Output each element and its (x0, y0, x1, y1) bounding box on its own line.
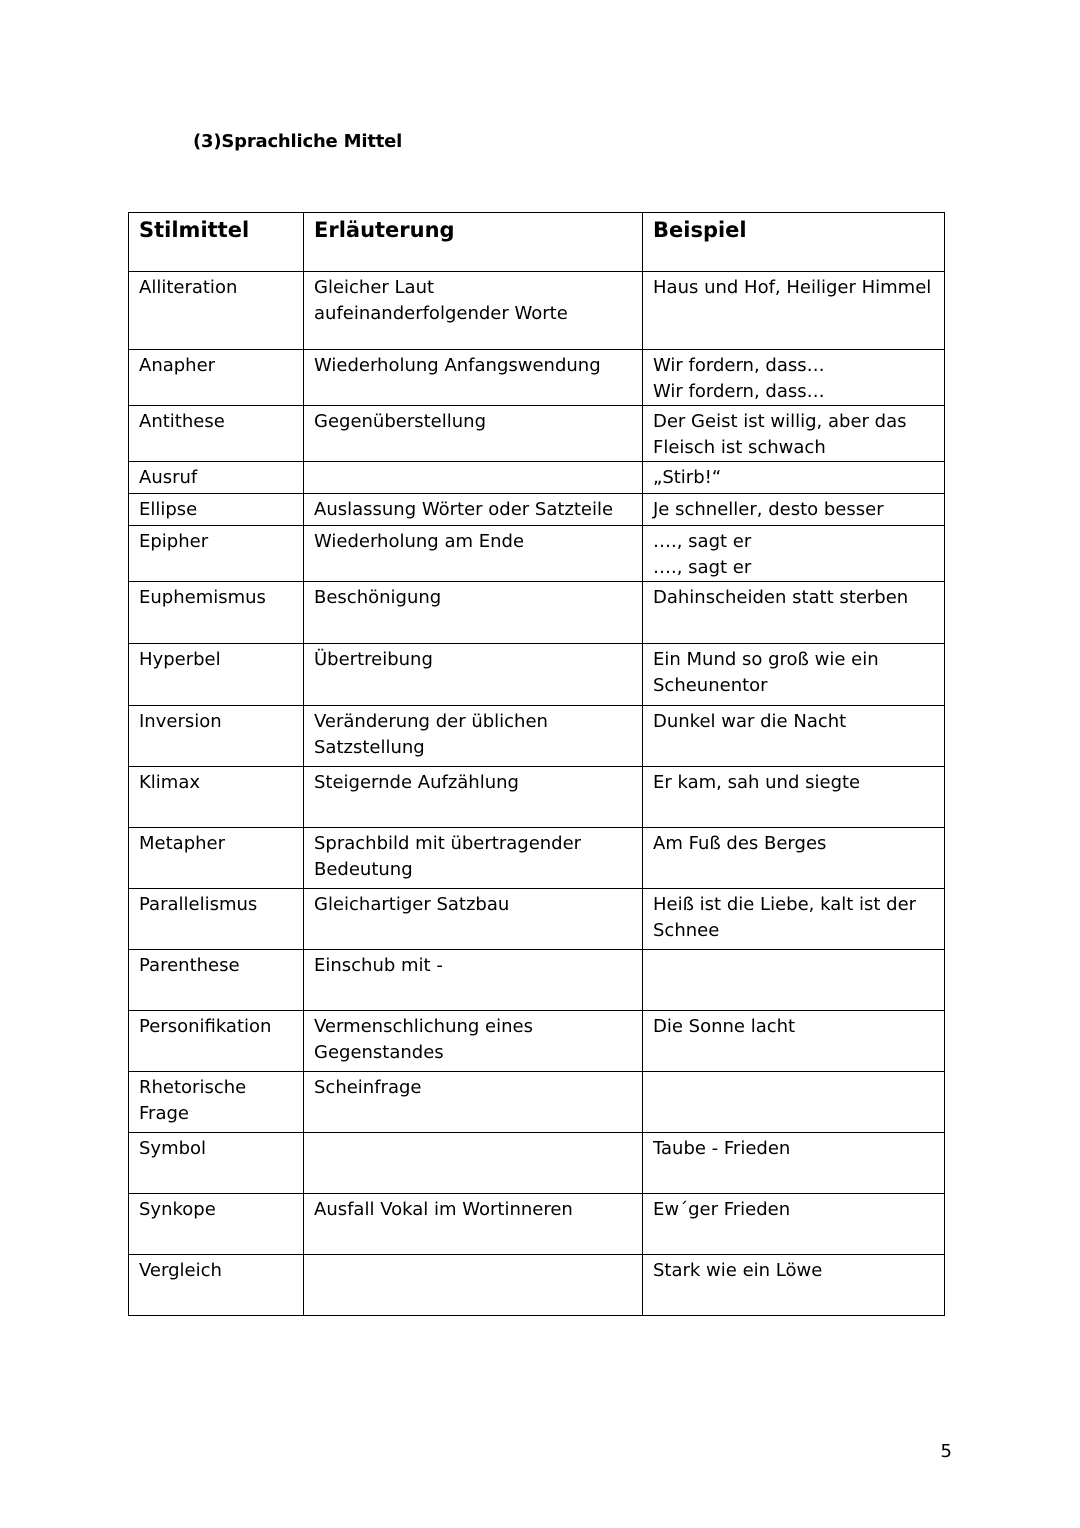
example-cell (643, 950, 945, 1011)
table-row (129, 406, 945, 462)
explanation-cell (304, 1255, 643, 1316)
example-cell: Er kam, sah und siegte (643, 767, 945, 828)
table-row (129, 272, 945, 350)
explanation-cell: Beschönigung (304, 582, 643, 644)
table-row (129, 462, 945, 494)
table-row (129, 706, 945, 767)
example-cell: Dahinscheiden statt sterben (643, 582, 945, 644)
example-cell: Haus und Hof, Heiliger Himmel (643, 272, 945, 350)
table-row (129, 767, 945, 828)
table-row (129, 526, 945, 582)
term-cell: Epipher (129, 526, 304, 582)
section-title: (3)Sprachliche Mittel (193, 131, 403, 152)
explanation-cell: Einschub mit - (304, 950, 643, 1011)
table-row (129, 828, 945, 889)
table-row (129, 1133, 945, 1194)
example-cell: Der Geist ist willig, aber das Fleisch ist schwach (643, 406, 945, 462)
table-row (129, 582, 945, 644)
explanation-cell: Wiederholung Anfangswendung (304, 350, 643, 406)
example-cell: Ew´ger Frieden (643, 1194, 945, 1255)
table-row (129, 1072, 945, 1133)
explanation-cell: Wiederholung am Ende (304, 526, 643, 582)
table-header-row (129, 213, 945, 272)
table-row (129, 1255, 945, 1316)
table-row (129, 1194, 945, 1255)
example-cell (643, 1072, 945, 1133)
example-cell: Am Fuß des Berges (643, 828, 945, 889)
explanation-cell: Vermenschlichung eines Gegenstandes (304, 1011, 643, 1072)
example-cell: Ein Mund so groß wie ein Scheunentor (643, 644, 945, 706)
term-cell: Metapher (129, 828, 304, 889)
table-row (129, 1011, 945, 1072)
explanation-cell (304, 462, 643, 494)
example-cell: Die Sonne lacht (643, 1011, 945, 1072)
example-cell: Stark wie ein Löwe (643, 1255, 945, 1316)
explanation-cell: Steigernde Aufzählung (304, 767, 643, 828)
explanation-cell: Gleichartiger Satzbau (304, 889, 643, 950)
table-row (129, 889, 945, 950)
header-stilmittel: Stilmittel (129, 213, 304, 272)
explanation-cell: Ausfall Vokal im Wortinneren (304, 1194, 643, 1255)
example-cell: Wir fordern, dass… Wir fordern, dass… (643, 350, 945, 406)
stilmittel-table (128, 212, 945, 1316)
explanation-cell (304, 1133, 643, 1194)
example-cell: …., sagt er …., sagt er (643, 526, 945, 582)
table-row (129, 350, 945, 406)
example-cell: Taube - Frieden (643, 1133, 945, 1194)
term-cell: Rhetorische Frage (129, 1072, 304, 1133)
term-cell: Parenthese (129, 950, 304, 1011)
table-row (129, 950, 945, 1011)
explanation-cell: Gegenüberstellung (304, 406, 643, 462)
table-row (129, 644, 945, 706)
term-cell: Hyperbel (129, 644, 304, 706)
term-cell: Parallelismus (129, 889, 304, 950)
term-cell: Antithese (129, 406, 304, 462)
example-cell: Je schneller, desto besser (643, 494, 945, 526)
term-cell: Ausruf (129, 462, 304, 494)
example-cell: „Stirb!“ (643, 462, 945, 494)
term-cell: Vergleich (129, 1255, 304, 1316)
term-cell: Inversion (129, 706, 304, 767)
explanation-cell: Gleicher Laut aufeinanderfolgender Worte (304, 272, 643, 350)
explanation-cell: Übertreibung (304, 644, 643, 706)
page-number: 5 (940, 1441, 952, 1462)
example-cell: Heiß ist die Liebe, kalt ist der Schnee (643, 889, 945, 950)
term-cell: Personifikation (129, 1011, 304, 1072)
table-row (129, 494, 945, 526)
term-cell: Anapher (129, 350, 304, 406)
explanation-cell: Veränderung der üblichen Satzstellung (304, 706, 643, 767)
term-cell: Alliteration (129, 272, 304, 350)
term-cell: Klimax (129, 767, 304, 828)
term-cell: Symbol (129, 1133, 304, 1194)
term-cell: Ellipse (129, 494, 304, 526)
header-erlaeuterung: Erläuterung (304, 213, 643, 272)
explanation-cell: Auslassung Wörter oder Satzteile (304, 494, 643, 526)
example-cell: Dunkel war die Nacht (643, 706, 945, 767)
explanation-cell: Sprachbild mit übertragender Bedeutung (304, 828, 643, 889)
explanation-cell: Scheinfrage (304, 1072, 643, 1133)
header-beispiel: Beispiel (643, 213, 945, 272)
term-cell: Synkope (129, 1194, 304, 1255)
term-cell: Euphemismus (129, 582, 304, 644)
